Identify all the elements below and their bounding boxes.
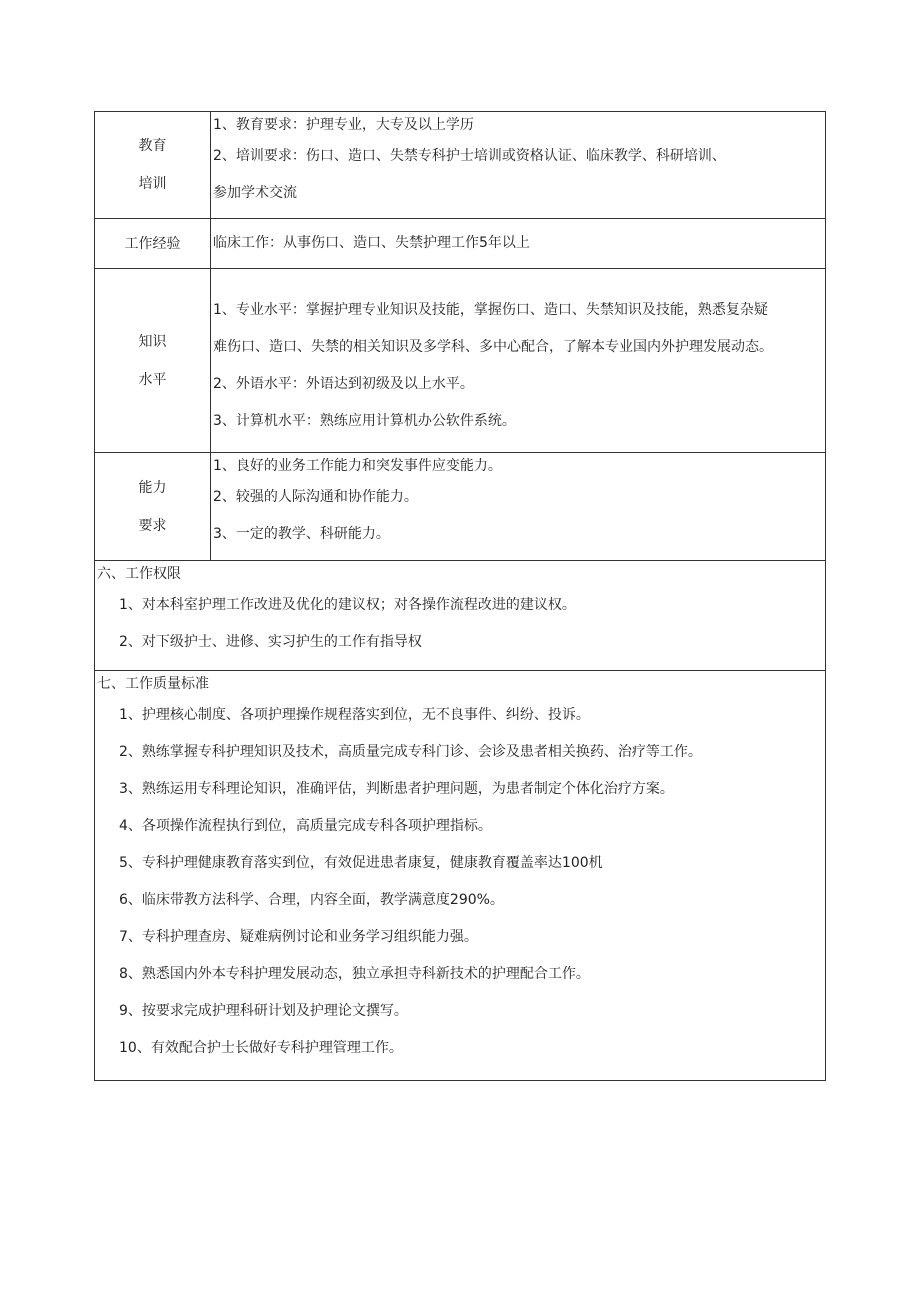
education-content — [211, 112, 825, 218]
experience-content — [211, 219, 825, 268]
knowledge-label — [95, 269, 211, 452]
quality-item: 7、专科护理查房、疑难病例讨论和业务学习组织能力强。 — [119, 929, 478, 945]
experience-row — [94, 218, 826, 268]
ability-content — [211, 453, 825, 560]
education-line: 2、培训要求：伤口、造口、失禁专科护士培训或资格认证、临床教学、科研培训、 — [213, 148, 726, 164]
knowledge-line: 2、外语水平：外语达到初级及以上水平。 — [213, 376, 474, 392]
quality-item: 4、各项操作流程执行到位，高质量完成专科各项护理指标。 — [119, 818, 492, 834]
authority-item: 1、对本科室护理工作改进及优化的建议权；对各操作流程改进的建议权。 — [119, 597, 576, 613]
education-line: 1、教育要求：护理专业，大专及以上学历 — [213, 117, 474, 133]
experience-label — [95, 219, 211, 268]
knowledge-row — [94, 268, 826, 452]
quality-item: 2、熟练掌握专科护理知识及技术，高质量完成专科门诊、会诊及患者相关换药、治疗等工作。 — [119, 744, 702, 760]
label-line: 知识 — [138, 333, 167, 350]
label-line: 工作经验 — [124, 235, 181, 252]
authority-title: 六、工作权限 — [97, 566, 181, 582]
quality-item: 6、临床带教方法科学、合理，内容全面，教学满意度290%。 — [119, 892, 504, 908]
knowledge-content — [211, 269, 825, 452]
label-line: 水平 — [138, 371, 167, 388]
ability-line: 1、良好的业务工作能力和突发事件应变能力。 — [213, 458, 502, 474]
experience-text: 临床工作：从事伤口、造口、失禁护理工作5年以上 — [213, 235, 530, 251]
education-label — [95, 112, 211, 218]
quality-row — [94, 670, 826, 1081]
authority-row — [94, 560, 826, 670]
label-line: 要求 — [138, 517, 167, 534]
knowledge-line: 1、专业水平：掌握护理专业知识及技能，掌握伤口、造口、失禁知识及技能，熟悉复杂疑 — [213, 302, 768, 318]
quality-item: 8、熟悉国内外本专科护理发展动态，独立承担寺科新技术的护理配合工作。 — [119, 966, 590, 982]
quality-item: 5、专科护理健康教育落实到位，有效促进患者康复，健康教育覆盖率达100机 — [119, 855, 603, 871]
ability-row — [94, 452, 826, 560]
ability-label — [95, 453, 211, 560]
quality-title: 七、工作质量标准 — [97, 676, 209, 692]
quality-item: 1、护理核心制度、各项护理操作规程落实到位，无不良事件、纠纷、投诉。 — [119, 707, 590, 723]
education-line: 参加学术交流 — [213, 185, 297, 201]
knowledge-line: 3、计算机水平：熟练应用计算机办公软件系统。 — [213, 413, 516, 429]
quality-item: 10、有效配合护士长做好专科护理管理工作。 — [119, 1040, 403, 1056]
knowledge-line: 难伤口、造口、失禁的相关知识及多学科、多中心配合，了解本专业国内外护理发展动态。 — [213, 339, 773, 355]
label-line: 教育 — [138, 138, 167, 154]
authority-item: 2、对下级护士、进修、实习护生的工作有指导权 — [119, 634, 422, 650]
job-description-table — [94, 111, 826, 1081]
ability-line: 2、较强的人际沟通和协作能力。 — [213, 489, 418, 505]
label-line: 能力 — [138, 479, 167, 496]
ability-line: 3、一定的教学、科研能力。 — [213, 526, 390, 542]
label-line: 培训 — [138, 176, 167, 192]
quality-item: 3、熟练运用专科理论知识，准确评估，判断患者护理问题，为患者制定个体化治疗方案。 — [119, 781, 674, 797]
quality-section — [95, 671, 825, 1080]
education-row — [94, 111, 826, 218]
quality-item: 9、按要求完成护理科研计划及护理论文撰写。 — [119, 1003, 408, 1019]
authority-section — [95, 561, 825, 670]
